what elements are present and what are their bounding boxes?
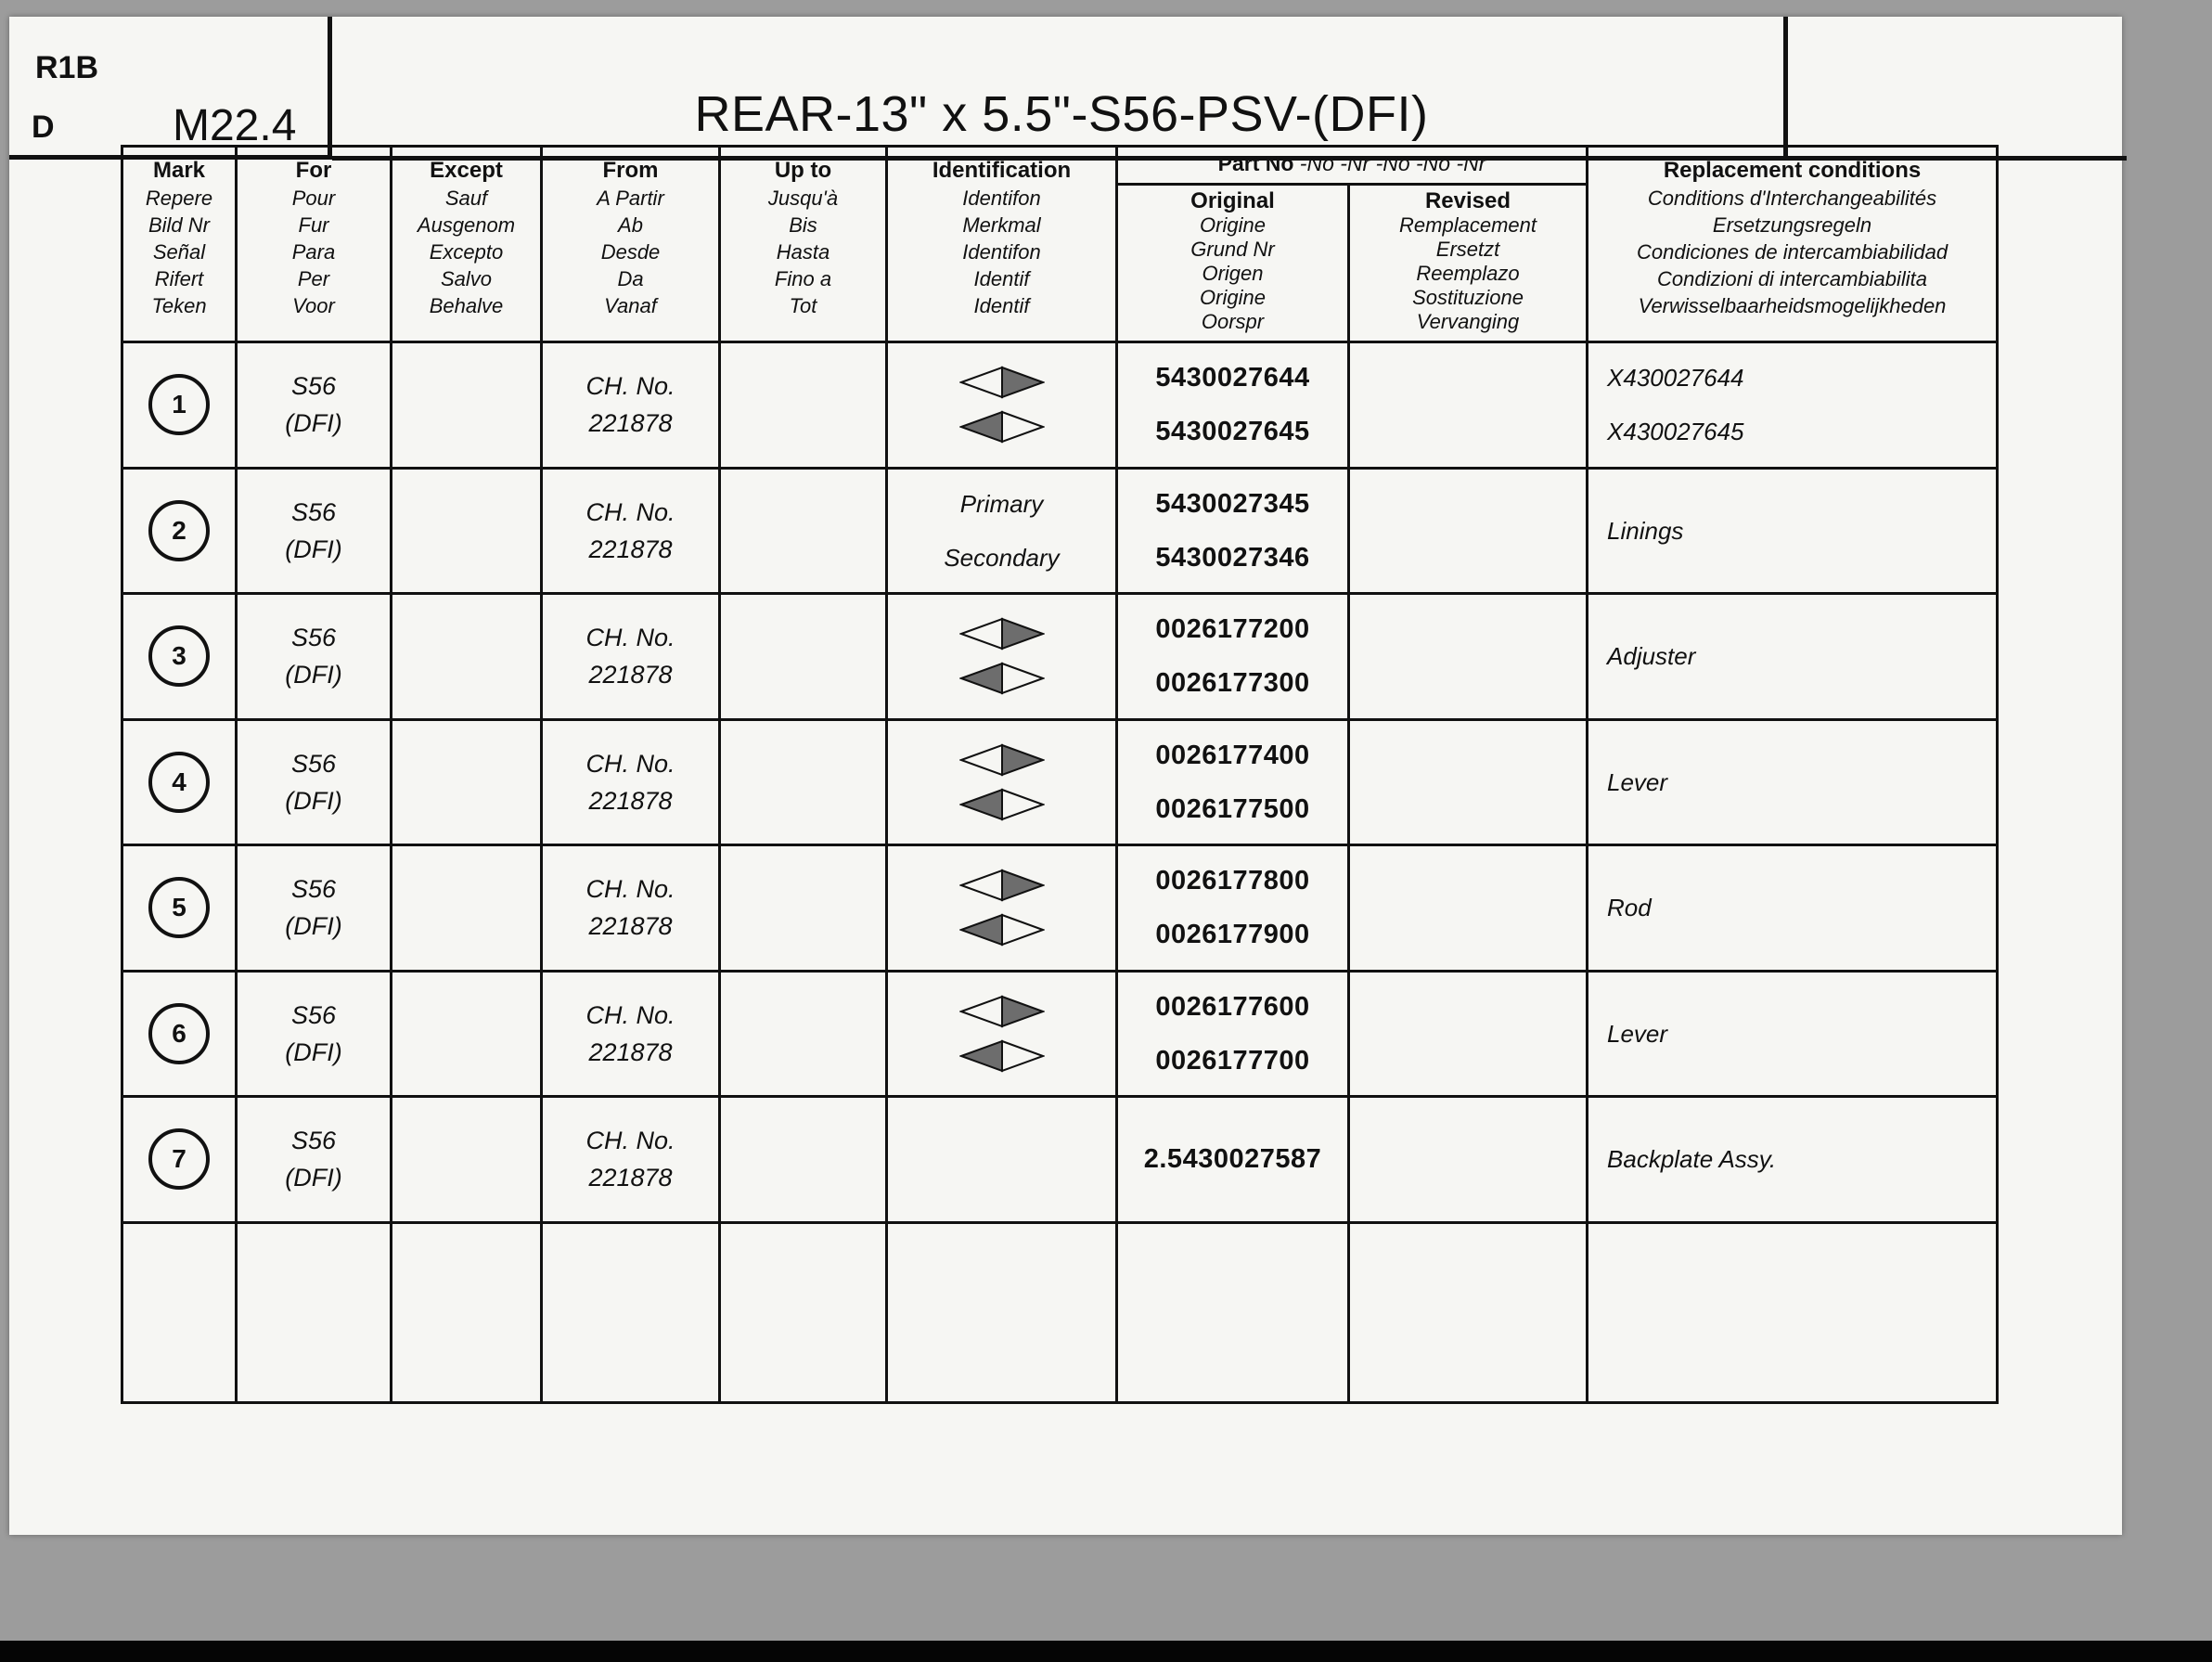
cell-mark — [122, 594, 237, 720]
identification-diamond-icon — [959, 617, 1045, 651]
cell-original: 5430027644 5430027645 — [1117, 342, 1349, 469]
table-row — [122, 342, 1998, 469]
cell-identification — [887, 971, 1117, 1097]
cell-replacement: Lever — [1588, 719, 1998, 845]
cell-upto — [720, 594, 887, 720]
col-ident-header: Identification Identifon Merkmal Identifon Identif Identif — [887, 147, 1117, 342]
cell-for: S56 (DFI) — [237, 971, 392, 1097]
cell-identification — [887, 594, 1117, 720]
identification-diamond-icon — [959, 788, 1045, 821]
mark-circle: 5 — [148, 877, 210, 938]
cell-from: CH. No. 221878 — [542, 342, 720, 469]
col-except-header: Except Sauf Ausgenom Excepto Salvo Behalve — [392, 147, 542, 342]
empty-cell — [1349, 1222, 1588, 1402]
cell-upto — [720, 719, 887, 845]
table-row — [122, 971, 1998, 1097]
empty-cell — [542, 1222, 720, 1402]
header-right-box — [1783, 17, 2127, 161]
empty-cell — [392, 1222, 542, 1402]
cell-upto — [720, 1097, 887, 1223]
ref-code-1: R1B — [35, 50, 99, 85]
cell-identification — [887, 845, 1117, 972]
identification-diamond-icon — [959, 410, 1045, 444]
cell-original: 0026177600 0026177700 — [1117, 971, 1349, 1097]
cell-replacement: Rod — [1588, 845, 1998, 972]
identification-diamond-icon — [959, 662, 1045, 695]
cell-except — [392, 971, 542, 1097]
parts-table — [121, 145, 1999, 1404]
cell-original: 0026177400 0026177500 — [1117, 719, 1349, 845]
cell-except — [392, 342, 542, 469]
empty-cell — [237, 1222, 392, 1402]
mark-circle: 3 — [148, 625, 210, 687]
ident-text: Primary — [959, 489, 1044, 518]
cell-mark — [122, 468, 237, 594]
cell-except — [392, 845, 542, 972]
mark-circle: 6 — [148, 1003, 210, 1064]
cell-from: CH. No. 221878 — [542, 971, 720, 1097]
reference-box — [9, 17, 332, 160]
identification-diamond-icon — [959, 869, 1045, 902]
cell-revised — [1349, 845, 1588, 972]
cell-for: S56 (DFI) — [237, 594, 392, 720]
mark-circle: 4 — [148, 752, 210, 813]
title-box — [332, 17, 1791, 161]
cell-replacement: Lever — [1588, 971, 1998, 1097]
identification-diamond-icon — [959, 995, 1045, 1028]
cell-mark — [122, 971, 237, 1097]
cell-original: 0026177800 0026177900 — [1117, 845, 1349, 972]
table-row — [122, 719, 1998, 845]
cell-upto — [720, 342, 887, 469]
cell-identification — [887, 1097, 1117, 1223]
empty-cell — [122, 1222, 237, 1402]
mark-circle: 2 — [148, 500, 210, 561]
identification-diamond-icon — [959, 1039, 1045, 1073]
cell-upto — [720, 971, 887, 1097]
cell-from: CH. No. 221878 — [542, 719, 720, 845]
cell-except — [392, 1097, 542, 1223]
cell-from: CH. No. 221878 — [542, 468, 720, 594]
table-row — [122, 594, 1998, 720]
cell-identification — [887, 342, 1117, 469]
empty-cell — [720, 1222, 887, 1402]
empty-cell — [887, 1222, 1117, 1402]
cell-for: S56 (DFI) — [237, 468, 392, 594]
col-original-header: Original Origine Grund Nr Origen Origine Oorspr — [1117, 185, 1349, 342]
cell-except — [392, 594, 542, 720]
section-number: M22.4 — [173, 101, 297, 150]
cell-for: S56 (DFI) — [237, 845, 392, 972]
table-row — [122, 845, 1998, 972]
table-row-empty — [122, 1222, 1998, 1402]
cell-identification — [887, 468, 1117, 594]
cell-original: 0026177200 0026177300 — [1117, 594, 1349, 720]
cell-mark — [122, 1097, 237, 1223]
col-revised-header: Revised Remplacement Ersetzt Reemplazo Sostituzione Vervanging — [1349, 185, 1588, 342]
cell-revised — [1349, 468, 1588, 594]
col-for-header: For Pour Fur Para Per Voor — [237, 147, 392, 342]
col-partno-header: Part No -No -Nr -No -No -Nr — [1117, 147, 1588, 185]
cell-identification — [887, 719, 1117, 845]
cell-revised — [1349, 342, 1588, 469]
cell-replacement: X430027644 X430027645 — [1588, 342, 1998, 469]
cell-replacement: Adjuster — [1588, 594, 1998, 720]
col-mark-header: Mark Repere Bild Nr Señal Rifert Teken — [122, 147, 237, 342]
identification-diamond-icon — [959, 366, 1045, 399]
cell-revised — [1349, 1097, 1588, 1223]
cell-replacement: Linings — [1588, 468, 1998, 594]
cell-for: S56 (DFI) — [237, 719, 392, 845]
empty-cell — [1117, 1222, 1349, 1402]
cell-from: CH. No. 221878 — [542, 594, 720, 720]
cell-upto — [720, 845, 887, 972]
cell-from: CH. No. 221878 — [542, 1097, 720, 1223]
cell-replacement: Backplate Assy. — [1588, 1097, 1998, 1223]
table-row — [122, 468, 1998, 594]
cell-revised — [1349, 594, 1588, 720]
cell-revised — [1349, 971, 1588, 1097]
cell-original: 5430027345 5430027346 — [1117, 468, 1349, 594]
cell-for: S56 (DFI) — [237, 1097, 392, 1223]
cell-upto — [720, 468, 887, 594]
col-from-header: From A Partir Ab Desde Da Vanaf — [542, 147, 720, 342]
ident-text: Secondary — [944, 543, 1060, 572]
ref-code-2: D — [32, 110, 55, 145]
cell-except — [392, 468, 542, 594]
cell-mark — [122, 719, 237, 845]
identification-diamond-icon — [959, 743, 1045, 777]
col-upto-header: Up to Jusqu'à Bis Hasta Fino a Tot — [720, 147, 887, 342]
cell-mark — [122, 845, 237, 972]
mark-circle: 1 — [148, 374, 210, 435]
cell-revised — [1349, 719, 1588, 845]
identification-diamond-icon — [959, 913, 1045, 947]
scanner-edge — [0, 1641, 2212, 1662]
cell-for: S56 (DFI) — [237, 342, 392, 469]
cell-original: 2.5430027587 — [1117, 1097, 1349, 1223]
empty-cell — [1588, 1222, 1998, 1402]
page-title: REAR-13" x 5.5"-S56-PSV-(DFI) — [694, 86, 1429, 142]
cell-mark — [122, 342, 237, 469]
mark-circle: 7 — [148, 1128, 210, 1190]
cell-from: CH. No. 221878 — [542, 845, 720, 972]
table-row — [122, 1097, 1998, 1223]
col-replacement-header: Replacement conditions Conditions d'Interchangeabilités Ersetzungsregeln Condiciones de intercambiabilidad Condizioni di intercambiabilita Verwisselbaarheidsmogelijkheden — [1588, 147, 1998, 342]
cell-except — [392, 719, 542, 845]
